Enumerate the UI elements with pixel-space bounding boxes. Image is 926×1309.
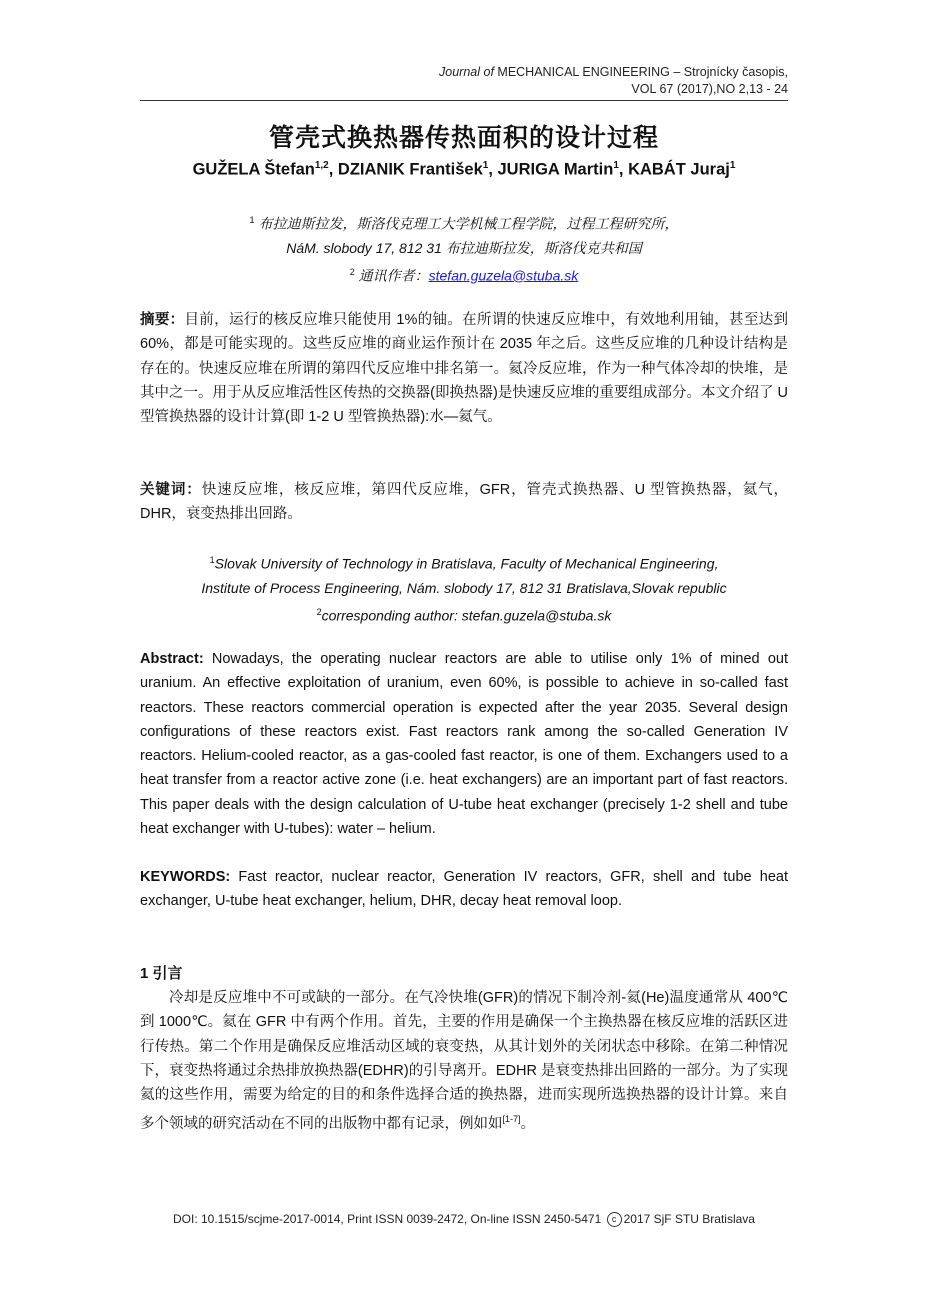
keywords-chinese (140, 478, 788, 527)
affil-text: Slovak University of Technology in Bratislava, Faculty of Mechanical Engineering, (214, 555, 719, 572)
affiliation-line (140, 548, 788, 576)
author-list (140, 160, 788, 180)
affiliation-address: NáM. slobody 17, 812 31 布拉迪斯拉发，斯洛伐克共和国 (286, 239, 642, 256)
corresponding-text: corresponding author: stefan.guzela@stuba.sk (321, 607, 612, 624)
affiliation-chinese (140, 208, 788, 287)
keywords-text: Fast reactor, nuclear reactor, Generation IV reactors, GFR, shell and tube heat exchanger, U-tube heat exchanger, helium, DHR, decay heat removal loop. (140, 869, 788, 910)
email-link[interactable]: stefan.guzela@stuba.sk (428, 267, 579, 284)
intro-text: 冷却是反应堆中不可或缺的一部分。在气冷快堆(GFR)的情况下制冷剂-氦(He)温度通常从 400℃到 1000℃。氦在 GFR 中有两个作用。首先，主要的作用是确保一个主换热器在核反应堆的活跃区进行传热。第二个作用是确保反应堆活动区域的衰变热，从其计划外的关闭状态中移除。在第二种情况下，衰变热将通过余热排放换热器(EDHR)的引导离开。EDHR 是衰变热排出回路的一部分。为了实现氦的这些作用，需要为给定的目的和条件选择合适的换热器，进而实现所选换热器的设计计算。来自多个领域的研究活动在不同的出版物中都有记录，例如如 (140, 990, 788, 1133)
abstract-english (140, 647, 788, 841)
affil-mark: 1 (249, 215, 255, 225)
citation[interactable]: [1-7] (502, 1114, 521, 1125)
author-name: DZIANIK František (337, 160, 483, 179)
author-separator: , (618, 160, 629, 179)
header-divider (140, 100, 788, 101)
page-footer (140, 1212, 788, 1227)
journal-italic: Journal of (439, 65, 494, 79)
copyright-text: 2017 SjF STU Bratislava (623, 1212, 755, 1226)
affiliation-line (140, 208, 788, 236)
intro-end: 。 (520, 1116, 536, 1133)
author-affil-mark: 1 (482, 160, 489, 171)
author-name: GUŽELA Štefan (192, 160, 315, 179)
author-affil-mark: 1 (729, 160, 736, 171)
author-affil-mark: 1,2 (314, 160, 329, 171)
section-heading: 1 引言 (140, 965, 183, 982)
author-separator: , (488, 160, 498, 179)
abstract-chinese (140, 308, 788, 429)
abstract-text: 目前，运行的核反应堆只能使用 1%的铀。在所谓的快速反应堆中，有效地利用铀，甚至达到 60%，都是可能实现的。这些反应堆的商业运作预计在 2035 年之后。这些反应堆的几种设计结构是存在的。快速反应堆在所谓的第四代反应堆中排名第一。氦冷反应堆，作为一种气体冷却的快堆，是其中之一。用于从反应堆活性区传热的交换器(即换热器)是快速反应堆的重要组成部分。本文介绍了 U 型管换热器的设计计算(即 1-2 U 型管换热器):水—氦气。 (140, 312, 789, 426)
doi-issn: DOI: 10.1515/scjme-2017-0014, Print ISSN 0039-2472, On-line ISSN 2450-5471 (173, 1212, 602, 1226)
corresponding-line (140, 600, 788, 628)
introduction-paragraph (140, 986, 788, 1137)
author-name: KABÁT Juraj (628, 160, 730, 179)
affil-mark: 1 (209, 555, 215, 565)
affil-mark: 2 (316, 606, 322, 617)
paper-title: 管壳式换热器传热面积的设计过程 (268, 123, 659, 152)
affiliation-address: Institute of Process Engineering, Nám. slobody 17, 812 31 Bratislava,Slovak republic (201, 579, 727, 596)
abstract-label: Abstract: (140, 651, 204, 667)
author-affil-mark: 1 (613, 160, 619, 171)
keywords-label: KEYWORDS: (140, 869, 231, 885)
keywords-english (140, 865, 788, 914)
copyright-icon: c (607, 1212, 622, 1227)
author-separator: , (328, 160, 338, 179)
author-name: JURIGA Martin (497, 160, 614, 179)
affil-text: 布拉迪斯拉发，斯洛伐克理工大学机械工程学院，过程工程研究所， (254, 215, 679, 232)
journal-name-line (140, 64, 788, 81)
keywords-text: 快速反应堆，核反应堆，第四代反应堆，GFR，管壳式换热器、U 型管换热器，氦气，DHR，衰变热排出回路。 (140, 482, 789, 523)
keywords-label: 关键词： (140, 482, 202, 498)
abstract-label: 摘要： (140, 312, 185, 328)
affiliation-english (140, 548, 788, 627)
corresponding-label: 通讯作者： (354, 267, 429, 284)
abstract-text: Nowadays, the operating nuclear reactors are able to utilise only 1% of mined out uranium. An effective exploitation of uranium, even 60%, is possible to achieve in so-called fast reactors. These reactors commercial operation is expected after the year 2035. Several design configurations of these reactors exist. Fast reactors rank among the so-called Generation IV reactors. Helium-cooled reactor, as a gas-cooled fast reactor, is one of them. Exchangers used to a heat transfer from a reactor active zone (i.e. heat exchangers) are an important part of fast reactors. This paper deals with the design calculation of U-tube heat exchanger (precisely 1-2 shell and tube heat exchanger with U-tubes): water – helium. (140, 651, 788, 838)
journal-header (140, 64, 788, 98)
journal-volume: VOL 67 (2017),NO 2,13 - 24 (631, 82, 788, 96)
corresponding-line (140, 260, 788, 288)
journal-name: MECHANICAL ENGINEERING – Strojnícky časopis, (497, 65, 788, 79)
affil-mark: 2 (349, 266, 355, 277)
